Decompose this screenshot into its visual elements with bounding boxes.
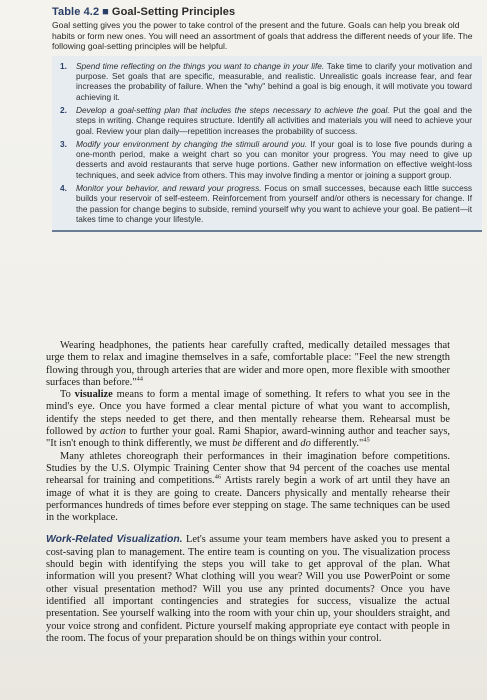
emphasis-do: do — [300, 438, 311, 450]
principle-item — [60, 61, 472, 102]
principle-text: Take time to clarify your motivation and purpose. Set goals that are specific, measurable, and realistic. Unrealistic goals increase fear, and fear increases the probability of failure. When the "why" behind a goal is big enough, it will motivate you toward achieving it. — [76, 60, 472, 102]
footnote-ref: 44 — [136, 375, 143, 383]
principle-text: Focus on small successes, because each little success builds your reservoir of self-esteem. Reinforcement from yourself and/or others is necessary for change. If the passion for change begins to subside, remind yourself why you want to achieve your goal. Be patient—it takes time to change your lifestyle. — [76, 183, 472, 224]
table-title — [52, 6, 482, 18]
principle-number: 3. — [60, 138, 67, 149]
emphasis-action: action — [99, 426, 126, 438]
principles-panel — [52, 56, 482, 232]
principle-lead: Develop a goal-setting plan that includes the steps necessary to achieve the goal. — [76, 104, 390, 115]
table-title-separator: ■ — [102, 6, 109, 18]
principle-item — [60, 183, 472, 224]
principle-lead: Modify your environment by changing the stimuli around you. — [76, 138, 308, 149]
section-heading: Work-Related Visualization. — [46, 534, 183, 546]
principle-number: 2. — [60, 104, 67, 115]
body-text — [46, 340, 450, 645]
footnote-ref: 45 — [363, 436, 370, 444]
term-visualize: visualize — [74, 389, 113, 401]
table-title-text: Goal-Setting Principles — [111, 6, 236, 18]
principle-item — [60, 139, 472, 180]
footnote-ref: 46 — [214, 473, 222, 481]
goal-setting-table — [52, 6, 482, 232]
paragraph-visualize: To visualize means to form a mental image of something. It refers to what you see in the mind's eye. Once you have formed a clear mental picture of what you want to accomplish, identify the steps needed to get there, and then mentally rehearse them. Rehearsal must be followed by action to further your goal. Rami Shapior, award-winning author and teacher says, "It isn't enough to think differently, we must be different and do differently."$^{45}$ — [46, 389, 450, 450]
principle-text: If your goal is to lose five pounds during a one-month period, make a weight chart so you can monitor your progress. You may need to give up desserts and avoid restaurants that serve huge portions. Gather new information on effective weight-loss techniques, and seek advice from others. This may involve finding a mentor or joining a support group. — [76, 138, 472, 180]
paragraph-athletes: Many athletes choreograph their performances in their imagination before competitions. Studies by the U.S. Olympic Training Center show that 94 percent of the coaches use mental rehearsal for training and competitions.$^{46}$ Artists rarely begin a work of art until they have an image of what it is they are going to create. Dancers physically and mentally rehearse their performances hundreds of times before ever stepping on stage. The same techniques can be used in the workplace. — [46, 450, 450, 524]
paragraph-work-related: Work-Related Visualization. Let's assume your team members have asked you to present a cost-saving plan to management. The entire team is counting on you. The visualization process should begin with identifying the steps you will take to get approval of the plan. What information will you present? What clothing will you wear? Will you use PowerPoint or some other visual presentation method? Will you use any printed documents? Once you have identified all important contingencies and strategies for success, visualize the actual presentation. See yourself walking into the room with your chin up, your shoulders straight, and your voice strong and confident. Picture yourself making appropriate eye contact with people in the room. The focus of your preparation should be on things within your control. — [46, 534, 450, 644]
principle-number: 1. — [60, 60, 67, 71]
emphasis-be: be — [232, 438, 243, 450]
principle-text: Put the goal and the steps in writing. Change requires structure. Identify all activities and materials you will need to achieve your goal. Review your plan daily—repetition increases the probability of success. — [76, 104, 472, 136]
table-number: Table 4.2 — [52, 6, 100, 18]
principle-item — [60, 105, 472, 136]
principle-number: 4. — [60, 183, 67, 194]
paragraph-headphones: Wearing headphones, the patients hear carefully crafted, medically detailed messages that urge them to relax and imagine themselves in a safe, comfortable place: "Feel the new strength flowing through you, through arteries that are wider and more open, more flexible with smoother surfaces than before."$^{44}$ — [46, 340, 450, 388]
principle-lead: Monitor your behavior, and reward your progress. — [76, 183, 262, 194]
principle-lead: Spend time reflecting on the things you want to change in your life. — [76, 60, 325, 71]
table-intro: Goal setting gives you the power to take control of the present and the future. Goals can help you break old habits or form new ones. You will need an assortment of goals that address the different needs of your life. The following goal-setting principles will be helpful. — [52, 20, 473, 52]
